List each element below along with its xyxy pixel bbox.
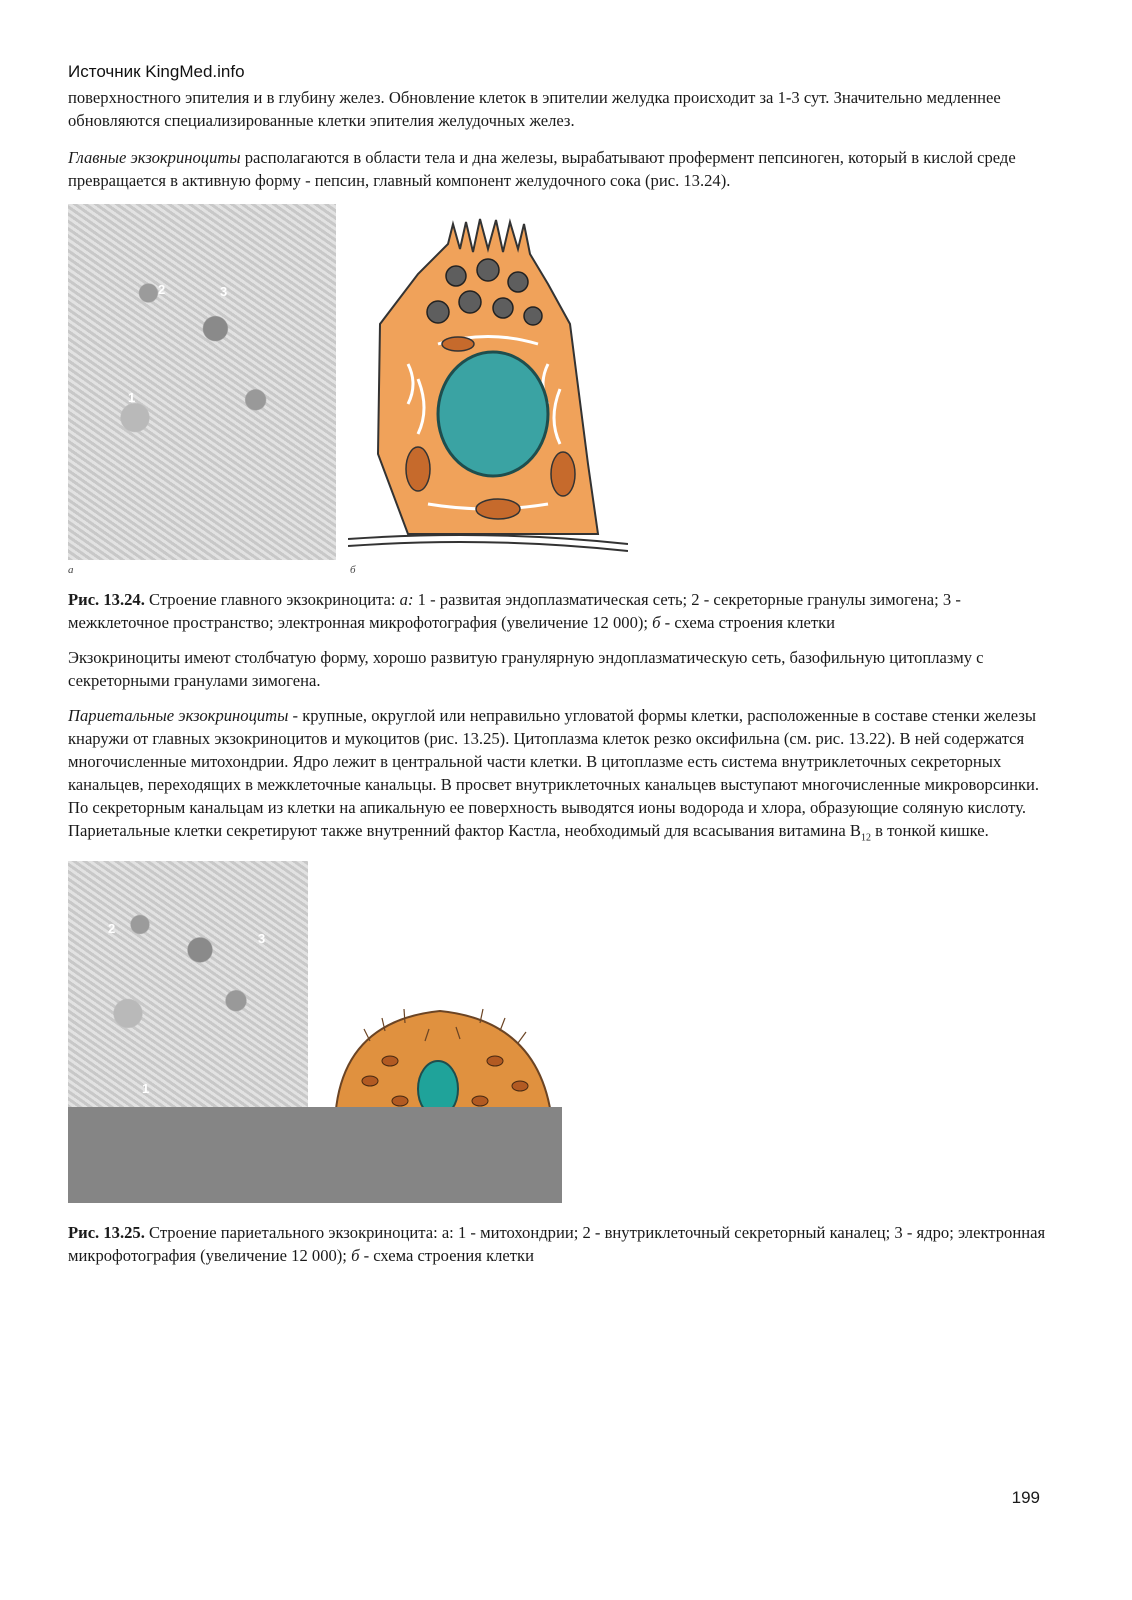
em-label-2: 2 [158,282,166,297]
electron-micrograph-parietal-cell [68,861,308,1115]
caption-text: Строение париетального экзокриноцита: а: 1 - митохондрии; 2 - внутриклеточный секреторный каналец; 3 - ядро; электронная микрофотография (увеличение 12 000); [68,1223,1046,1266]
page-number: 199 [1011,1488,1040,1507]
caption-b: б [652,613,661,632]
source-header: Источник KingMed.info [68,62,245,81]
electron-micrograph-chief-cell [68,204,336,560]
figure-13-24 [68,204,1058,580]
caption-end: - схема строения клетки [660,613,836,632]
image-redaction-block [68,1107,562,1203]
paragraph-4 [68,704,1058,849]
paragraph-3: Экзокриноциты имеют столбчатую форму, хорошо развитую гранулярную эндоплазматическую сеть, базофильную цитоплазму с секреторными гранулами зимогена. [68,648,984,690]
em-label-1: 1 [128,390,136,405]
caption-label: Рис. 13.24. [68,590,145,609]
paragraph-4-text: - крупные, округлой или неправильно угловатой формы клетки, расположенные в составе стенки железы кнаружи от главных экзокриноцитов и мукоцитов (рис. 13.25). Цитоплазма клеток резко оксифильна (см. рис. 13.22). В ней содержатся многочисленные митохондрии. Ядро лежит в центральной части клетки. В цитоплазме есть система внутриклеточных секреторных канальцев, переходящих в межклеточные канальцы. В просвет внутриклеточных канальцев выступают многочисленные микроворсинки. По секреторным канальцам из клетки на апикальную ее поверхность выводятся ионы водорода и хлора, образующие соляную кислоту. Париетальные клетки секретируют также внутренний фактор Кастла, необходимый для всасывания витамина B [68,706,1040,840]
paragraph-2 [68,146,1058,192]
paragraph-2-text: располагаются в области тела и дна железы, вырабатывают профермент пепсиноген, который в кислой среде превращается в активную форму - пепсин, главный компонент желудочного сока (рис. 13.24). [68,148,1016,190]
caption-mid: 1 - развитая эндоплазматическая сеть; 2 - секреторные гранулы зимогена; 3 - межклеточное пространство; электронная микрофотография (увеличение 12 000); [68,590,961,632]
page-content [68,62,1058,1279]
vitamin-subscript: 12 [861,832,871,844]
em-label-2: 2 [108,921,116,937]
term-parietal-cells: Париетальные экзокриноциты [68,706,289,725]
em-label-3: 3 [258,931,266,947]
em-label-3: 3 [220,284,228,299]
chief-cell-diagram [348,204,628,564]
subfigure-label-a: а [68,564,74,576]
subfigure-label-b: б [350,564,356,576]
caption-end: - схема строения клетки [359,1246,534,1266]
caption-b: б [351,1246,360,1266]
figure-13-25 [68,861,1058,1209]
figure-13-24-caption [68,588,1058,634]
caption-text: Строение главного экзокриноцита: [144,590,400,609]
figure-13-25-caption [68,1221,1058,1267]
caption-label: Рис. 13.25. [68,1223,145,1243]
paragraph-1: поверхностного эпителия и в глубину желез. Обновление клеток в эпителии желудка происходит за 1-3 сут. Значительно медленнее обновляются специализированные клетки эпителия желудочных желез. [68,88,1001,130]
em-label-1: 1 [142,1081,150,1097]
parietal-cell-diagram [330,1001,570,1121]
paragraph-4-end: в тонкой кишке. [871,821,989,840]
term-chief-cells: Главные экзокриноциты [68,148,241,167]
chief-cell-nucleus [438,352,548,476]
caption-a: а: [399,590,414,609]
